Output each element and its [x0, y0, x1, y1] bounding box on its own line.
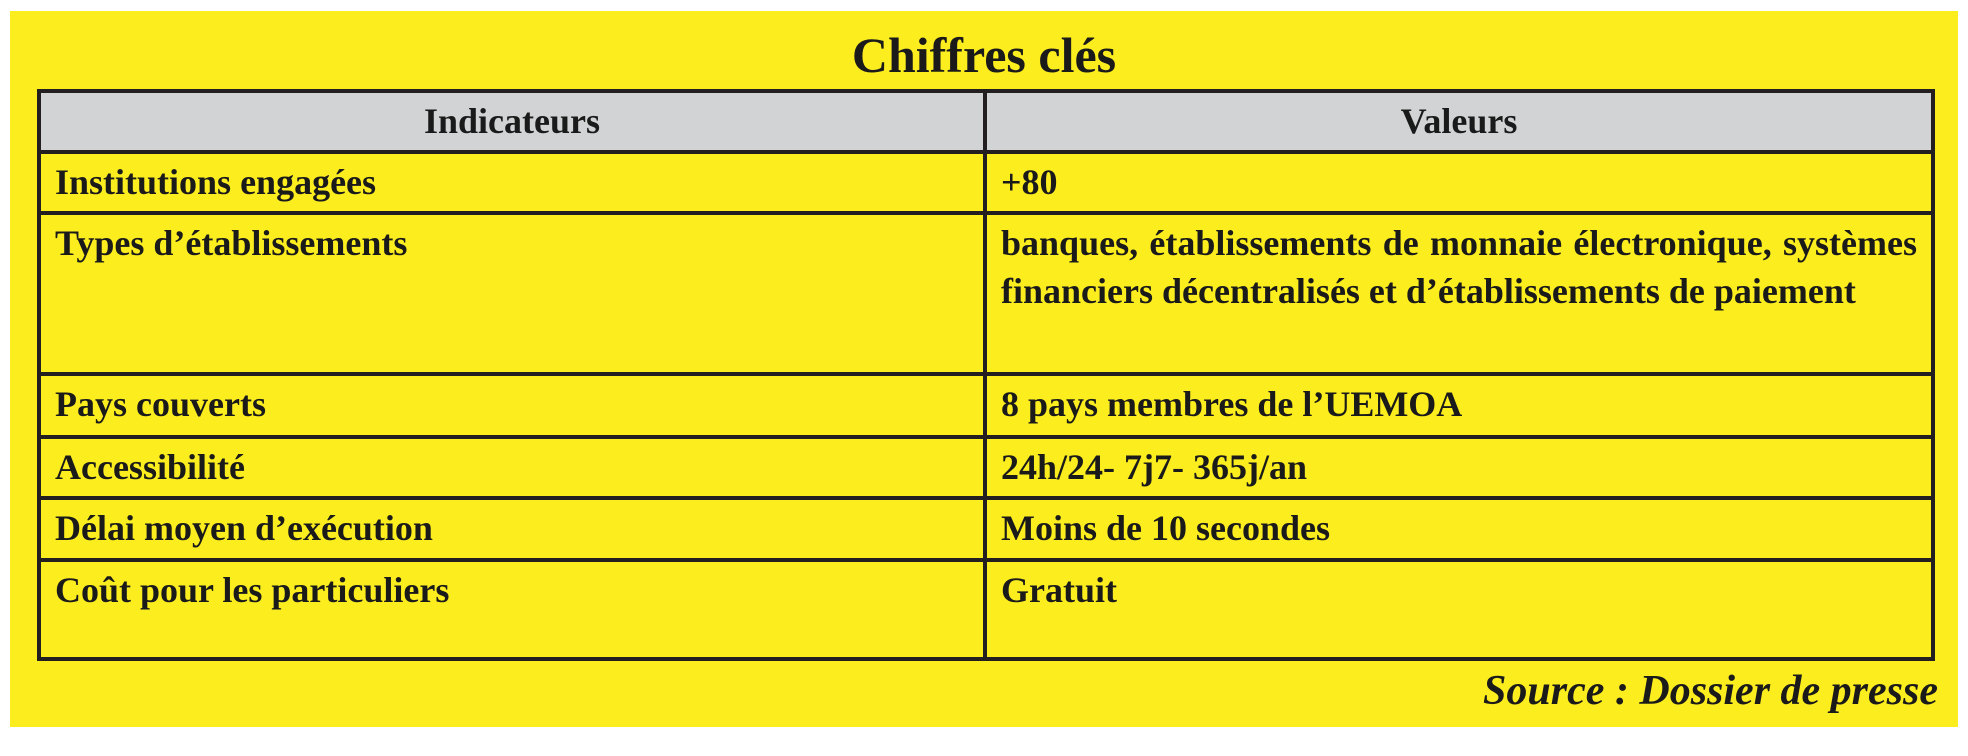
source-note: Source : Dossier de presse — [1483, 668, 1938, 714]
row-indicator: Pays couverts — [39, 374, 985, 436]
row-value: Gratuit — [985, 560, 1933, 659]
table-row — [39, 374, 1933, 436]
row-value: banques, établissements de monnaie électronique, systèmes financiers décentralisés et d’établissements de paiement — [985, 213, 1933, 374]
table-header-row — [39, 91, 1933, 152]
row-indicator: Institutions engagées — [39, 152, 985, 213]
header-values: Valeurs — [985, 91, 1933, 152]
table-row — [39, 152, 1933, 213]
key-figures-panel — [10, 11, 1958, 727]
header-indicators: Indicateurs — [39, 91, 985, 152]
table-row — [39, 560, 1933, 659]
row-indicator: Accessibilité — [39, 437, 985, 498]
row-value: 24h/24- 7j7- 365j/an — [985, 437, 1933, 498]
panel-title: Chiffres clés — [851, 27, 1117, 83]
row-indicator: Délai moyen d’exécution — [39, 498, 985, 560]
row-value: +80 — [985, 152, 1933, 213]
table-row — [39, 498, 1933, 560]
row-value: Moins de 10 secondes — [985, 498, 1933, 560]
row-indicator: Coût pour les particuliers — [39, 560, 985, 659]
key-figures-table — [37, 89, 1935, 661]
table-row — [39, 213, 1933, 374]
row-indicator: Types d’établissements — [39, 213, 985, 374]
row-value: 8 pays membres de l’UEMOA — [985, 374, 1933, 436]
table-row — [39, 437, 1933, 498]
